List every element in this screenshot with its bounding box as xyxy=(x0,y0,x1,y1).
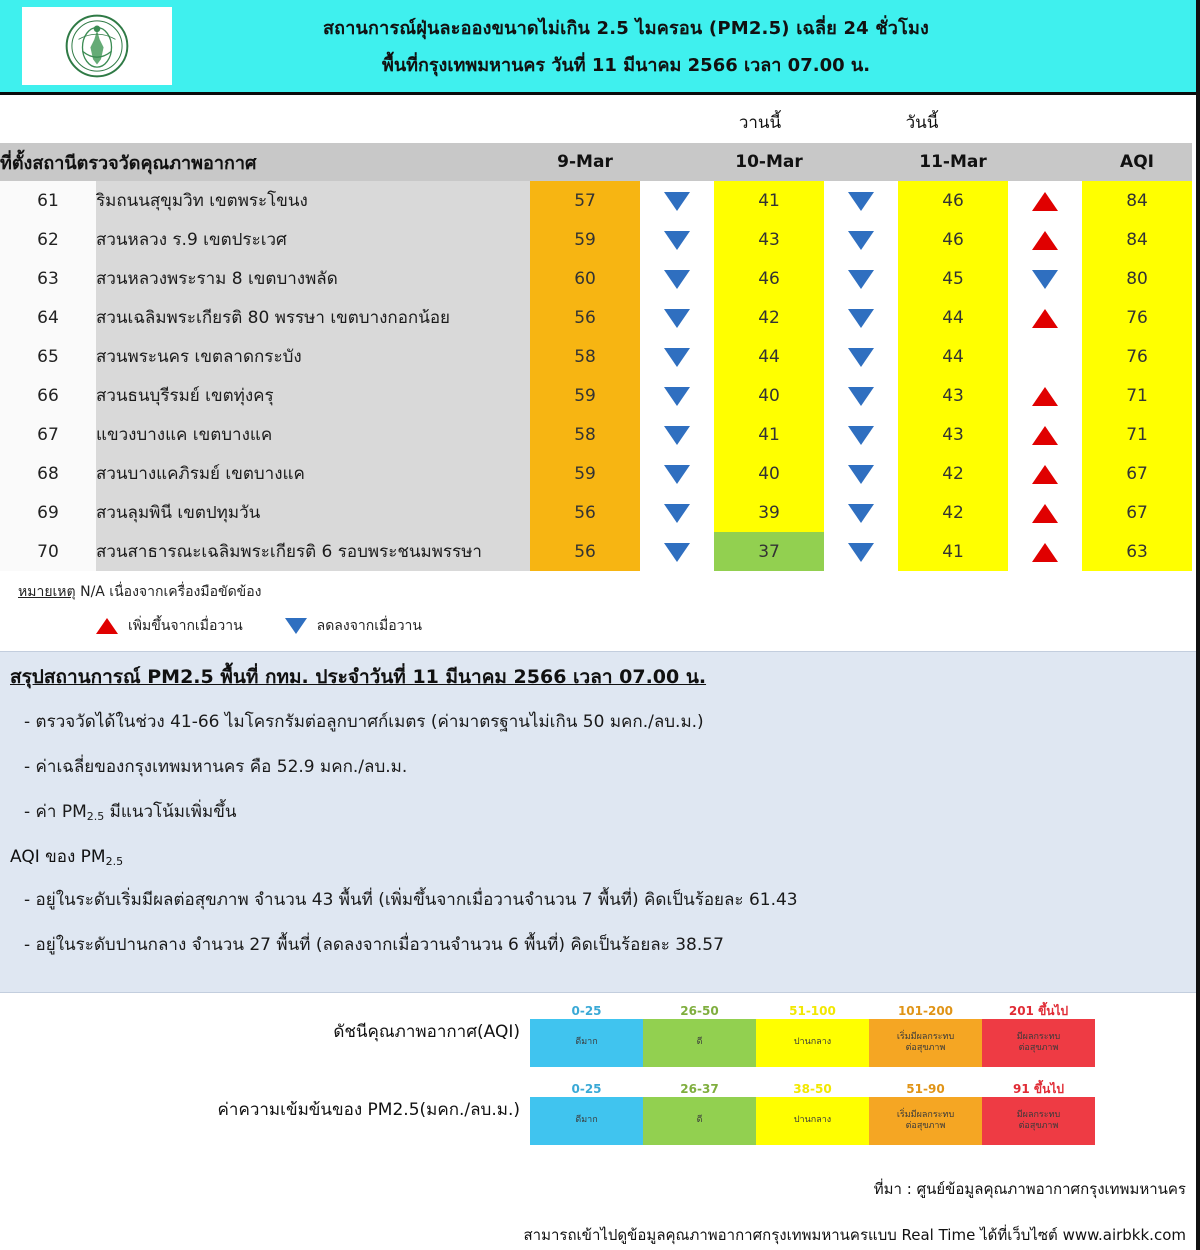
summary-item-trend xyxy=(24,798,1200,825)
row-number: 67 xyxy=(0,415,96,454)
band-text: มีผลกระทบ xyxy=(1016,1031,1061,1042)
band-text: ดีมาก xyxy=(575,1037,598,1048)
value-day3: 42 xyxy=(898,454,1008,493)
value-day1: 58 xyxy=(530,415,640,454)
scale-band xyxy=(530,1003,643,1067)
legend-up-label: เพิ่มขึ้นจากเมื่อวาน xyxy=(128,618,243,634)
band-box xyxy=(756,1097,869,1145)
row-number: 69 xyxy=(0,493,96,532)
down-arrow-icon xyxy=(664,309,690,328)
band-text: มีผลกระทบ xyxy=(1016,1109,1061,1120)
down-arrow-icon xyxy=(848,270,874,289)
scale-band xyxy=(756,1003,869,1067)
trend-day1 xyxy=(640,376,714,415)
table-row xyxy=(0,532,1192,571)
trend-day2 xyxy=(824,259,898,298)
value-day3: 43 xyxy=(898,415,1008,454)
trend-day1 xyxy=(640,220,714,259)
table-row xyxy=(0,454,1192,493)
up-arrow-icon xyxy=(96,618,118,634)
day-label-row xyxy=(0,95,1200,143)
note-text: N/A เนื่องจากเครื่องมือขัดข้อง xyxy=(80,584,262,600)
trend-day3 xyxy=(1008,220,1082,259)
down-arrow-icon xyxy=(848,192,874,211)
scale-band xyxy=(756,1081,869,1145)
scale-band xyxy=(530,1081,643,1145)
band-range: 0-25 xyxy=(571,1004,602,1018)
band-text: ดี xyxy=(696,1037,703,1048)
row-number: 70 xyxy=(0,532,96,571)
table-header xyxy=(0,143,1192,181)
value-day3: 41 xyxy=(898,532,1008,571)
table-row xyxy=(0,376,1192,415)
scale-band xyxy=(643,1081,756,1145)
down-arrow-icon xyxy=(848,387,874,406)
band-text: ต่อสุขภาพ xyxy=(905,1121,946,1131)
trend-day3 xyxy=(1008,454,1082,493)
trend-day3 xyxy=(1008,376,1082,415)
scale-band xyxy=(982,1003,1095,1067)
scale-row-pm25 xyxy=(0,1081,1200,1145)
band-range: 201 ขึ้นไป xyxy=(1008,1004,1069,1018)
page-title-line1: สถานการณ์ฝุ่นละอองขนาดไม่เกิน 2.5 ไมครอน (PM2.5) เฉลี่ย 24 ชั่วโมง xyxy=(322,18,930,39)
band-box xyxy=(530,1019,643,1067)
up-arrow-icon xyxy=(1032,231,1058,250)
down-arrow-icon xyxy=(664,348,690,367)
value-day1: 59 xyxy=(530,376,640,415)
value-day1: 59 xyxy=(530,220,640,259)
color-scale-section xyxy=(0,993,1200,1145)
band-box xyxy=(982,1097,1095,1145)
value-day1: 59 xyxy=(530,454,640,493)
column-header-day3: 11-Mar xyxy=(919,152,987,172)
value-aqi: 71 xyxy=(1082,415,1192,454)
down-arrow-icon xyxy=(848,231,874,250)
value-day2: 43 xyxy=(714,220,824,259)
trend-day1 xyxy=(640,532,714,571)
trend-day2 xyxy=(824,415,898,454)
value-day2: 40 xyxy=(714,376,824,415)
column-header-location: ที่ตั้งสถานีตรวจวัดคุณภาพอากาศ xyxy=(0,152,257,174)
column-header-spacer-1 xyxy=(640,143,714,181)
down-arrow-icon xyxy=(848,504,874,523)
row-number: 66 xyxy=(0,376,96,415)
band-range: 26-37 xyxy=(680,1082,719,1096)
trend-day3 xyxy=(1008,259,1082,298)
table-row xyxy=(0,493,1192,532)
table-row xyxy=(0,298,1192,337)
summary-aqi-heading xyxy=(10,843,1200,870)
band-range: 51-100 xyxy=(789,1004,836,1018)
row-number: 68 xyxy=(0,454,96,493)
row-number: 65 xyxy=(0,337,96,376)
column-header-day2: 10-Mar xyxy=(735,152,803,172)
down-arrow-icon xyxy=(285,618,307,634)
table-body xyxy=(0,181,1192,571)
band-text: ต่อสุขภาพ xyxy=(1018,1043,1059,1053)
station-name: สวนสาธารณะเฉลิมพระเกียรติ 6 รอบพระชนมพรรษา xyxy=(96,532,530,571)
table-row xyxy=(0,415,1192,454)
down-arrow-icon xyxy=(848,348,874,367)
row-number: 63 xyxy=(0,259,96,298)
trend-suffix: มีแนวโน้มเพิ่มขึ้น xyxy=(104,802,237,822)
band-box xyxy=(530,1097,643,1145)
measurement-table xyxy=(0,143,1192,571)
value-day3: 46 xyxy=(898,220,1008,259)
footer-realtime: สามารถเข้าไปดูข้อมูลคุณภาพอากาศกรุงเทพมหานครแบบ Real Time ได้ที่เว็บไซต์ www.airbkk.com xyxy=(523,1226,1186,1244)
station-name: สวนธนบุรีรมย์ เขตทุ่งครุ xyxy=(96,376,530,415)
summary-item-average: - ค่าเฉลี่ยของกรุงเทพมหานคร คือ 52.9 มคก./ลบ.ม. xyxy=(24,757,408,777)
note-label: หมายเหตุ xyxy=(18,584,76,600)
value-day2: 42 xyxy=(714,298,824,337)
up-arrow-icon xyxy=(1032,543,1058,562)
trend-day3 xyxy=(1008,181,1082,220)
value-day2: 41 xyxy=(714,415,824,454)
table-row xyxy=(0,337,1192,376)
scale-band xyxy=(982,1081,1095,1145)
column-header-day1: 9-Mar xyxy=(557,152,613,172)
band-box xyxy=(643,1097,756,1145)
down-arrow-icon xyxy=(664,387,690,406)
station-name: สวนเฉลิมพระเกียรติ 80 พรรษา เขตบางกอกน้อย xyxy=(96,298,530,337)
up-arrow-icon xyxy=(1032,426,1058,445)
station-name: สวนหลวงพระราม 8 เขตบางพลัด xyxy=(96,259,530,298)
right-edge-border xyxy=(1196,0,1200,1250)
down-arrow-icon xyxy=(848,426,874,445)
label-today: วันนี้ xyxy=(905,113,939,133)
trend-day3 xyxy=(1008,493,1082,532)
band-text: ต่อสุขภาพ xyxy=(1018,1121,1059,1131)
down-arrow-icon xyxy=(664,192,690,211)
down-arrow-icon xyxy=(848,465,874,484)
band-text: เริ่มมีผลกระทบ xyxy=(896,1031,955,1042)
band-range: 38-50 xyxy=(793,1082,832,1096)
band-text: ปานกลาง xyxy=(793,1037,832,1048)
station-name: สวนบางแคภิรมย์ เขตบางแค xyxy=(96,454,530,493)
scale-row-aqi xyxy=(0,1003,1200,1067)
trend-day2 xyxy=(824,532,898,571)
table-row xyxy=(0,220,1192,259)
value-aqi: 84 xyxy=(1082,220,1192,259)
report-header xyxy=(0,0,1200,95)
trend-day1 xyxy=(640,337,714,376)
trend-day2 xyxy=(824,337,898,376)
value-day3: 45 xyxy=(898,259,1008,298)
down-arrow-icon xyxy=(664,426,690,445)
trend-subscript: 2.5 xyxy=(86,810,105,823)
value-aqi: 80 xyxy=(1082,259,1192,298)
summary-item-moderate: - อยู่ในระดับปานกลาง จำนวน 27 พื้นที่ (ลดลงจากเมื่อวานจำนวน 6 พื้นที่) คิดเป็นร้อยละ 38.57 xyxy=(24,935,724,955)
band-text: ดี xyxy=(696,1115,703,1126)
value-day3: 44 xyxy=(898,337,1008,376)
band-text: ปานกลาง xyxy=(793,1115,832,1126)
down-arrow-icon xyxy=(664,543,690,562)
table-row xyxy=(0,181,1192,220)
band-box xyxy=(756,1019,869,1067)
down-arrow-icon xyxy=(848,309,874,328)
page-title-line2: พื้นที่กรุงเทพมหานคร วันที่ 11 มีนาคม 2566 เวลา 07.00 น. xyxy=(381,55,871,76)
band-text: เริ่มมีผลกระทบ xyxy=(896,1109,955,1120)
column-header-spacer-2 xyxy=(824,143,898,181)
scale-band xyxy=(869,1081,982,1145)
station-name: แขวงบางแค เขตบางแค xyxy=(96,415,530,454)
trend-day1 xyxy=(640,454,714,493)
scale-band xyxy=(643,1003,756,1067)
summary-section xyxy=(0,651,1200,993)
scale-bars xyxy=(530,1081,1095,1145)
footer-source: ที่มา : ศูนย์ข้อมูลคุณภาพอากาศกรุงเทพมหานคร xyxy=(873,1180,1186,1198)
station-name: สวนพระนคร เขตลาดกระบัง xyxy=(96,337,530,376)
value-day1: 58 xyxy=(530,337,640,376)
value-day3: 44 xyxy=(898,298,1008,337)
up-arrow-icon xyxy=(1032,387,1058,406)
notes-section xyxy=(0,571,1200,637)
value-day1: 56 xyxy=(530,493,640,532)
value-aqi: 67 xyxy=(1082,493,1192,532)
header-title-group xyxy=(172,13,1200,79)
value-day2: 46 xyxy=(714,259,824,298)
down-arrow-icon xyxy=(664,270,690,289)
value-day2: 44 xyxy=(714,337,824,376)
value-aqi: 67 xyxy=(1082,454,1192,493)
value-day1: 56 xyxy=(530,532,640,571)
value-day3: 42 xyxy=(898,493,1008,532)
value-day3: 46 xyxy=(898,181,1008,220)
band-range: 51-90 xyxy=(906,1082,945,1096)
station-name: สวนหลวง ร.9 เขตประเวศ xyxy=(96,220,530,259)
value-aqi: 71 xyxy=(1082,376,1192,415)
aqi-heading-prefix: AQI ของ PM xyxy=(10,847,106,867)
summary-item-range: - ตรวจวัดได้ในช่วง 41-66 ไมโครกรัมต่อลูกบาศก์เมตร (ค่ามาตรฐานไม่เกิน 50 มคก./ลบ.ม.) xyxy=(24,712,704,732)
up-arrow-icon xyxy=(1032,504,1058,523)
down-arrow-icon xyxy=(664,504,690,523)
trend-day2 xyxy=(824,376,898,415)
trend-day3 xyxy=(1008,298,1082,337)
down-arrow-icon xyxy=(664,465,690,484)
band-text: ดีมาก xyxy=(575,1115,598,1126)
up-arrow-icon xyxy=(1032,192,1058,211)
column-header-spacer-3 xyxy=(1008,143,1082,181)
value-day1: 60 xyxy=(530,259,640,298)
row-number: 61 xyxy=(0,181,96,220)
row-number: 62 xyxy=(0,220,96,259)
value-day3: 43 xyxy=(898,376,1008,415)
trend-day2 xyxy=(824,493,898,532)
summary-item-unhealthy: - อยู่ในระดับเริ่มมีผลต่อสุขภาพ จำนวน 43 พื้นที่ (เพิ่มขึ้นจากเมื่อวานจำนวน 7 พื้นที่) คิดเป็นร้อยละ 61.43 xyxy=(24,890,798,910)
scale-label: ดัชนีคุณภาพอากาศ(AQI) xyxy=(333,1022,520,1042)
band-box xyxy=(869,1019,982,1067)
value-day1: 57 xyxy=(530,181,640,220)
trend-day2 xyxy=(824,181,898,220)
band-range: 0-25 xyxy=(571,1082,602,1096)
trend-day1 xyxy=(640,415,714,454)
band-box xyxy=(982,1019,1095,1067)
trend-day1 xyxy=(640,181,714,220)
station-name: สวนลุมพินี เขตปทุมวัน xyxy=(96,493,530,532)
legend-down-label: ลดลงจากเมื่อวาน xyxy=(316,618,422,634)
up-arrow-icon xyxy=(1032,465,1058,484)
trend-day2 xyxy=(824,220,898,259)
station-name: ริมถนนสุขุมวิท เขตพระโขนง xyxy=(96,181,530,220)
value-aqi: 63 xyxy=(1082,532,1192,571)
trend-day2 xyxy=(824,298,898,337)
scale-bars xyxy=(530,1003,1095,1067)
summary-title: สรุปสถานการณ์ PM2.5 พื้นที่ กทม. ประจำวันที่ 11 มีนาคม 2566 เวลา 07.00 น. xyxy=(10,666,707,688)
value-day2: 41 xyxy=(714,181,824,220)
value-aqi: 76 xyxy=(1082,337,1192,376)
band-range: 101-200 xyxy=(897,1004,954,1018)
band-text: ต่อสุขภาพ xyxy=(905,1043,946,1053)
value-day2: 40 xyxy=(714,454,824,493)
arrow-legend xyxy=(96,615,1200,637)
up-arrow-icon xyxy=(1032,309,1058,328)
trend-prefix: - ค่า PM xyxy=(24,802,87,822)
band-range: 91 ขึ้นไป xyxy=(1013,1082,1064,1096)
note-line xyxy=(18,581,1200,603)
trend-day3 xyxy=(1008,415,1082,454)
value-aqi: 84 xyxy=(1082,181,1192,220)
aqi-heading-subscript: 2.5 xyxy=(105,855,124,868)
value-day2: 37 xyxy=(714,532,824,571)
table-row xyxy=(0,259,1192,298)
trend-day2 xyxy=(824,454,898,493)
scale-label: ค่าความเข้มข้นของ PM2.5(มคก./ลบ.ม.) xyxy=(217,1100,520,1120)
row-number: 64 xyxy=(0,298,96,337)
trend-day3 xyxy=(1008,532,1082,571)
value-aqi: 76 xyxy=(1082,298,1192,337)
trend-day1 xyxy=(640,259,714,298)
band-range: 26-50 xyxy=(680,1004,719,1018)
trend-day1 xyxy=(640,493,714,532)
scale-band xyxy=(869,1003,982,1067)
down-arrow-icon xyxy=(1032,270,1058,289)
value-day1: 56 xyxy=(530,298,640,337)
bangkok-seal-icon xyxy=(64,13,130,79)
trend-day3-empty xyxy=(1008,337,1082,376)
column-header-aqi: AQI xyxy=(1120,152,1154,172)
down-arrow-icon xyxy=(664,231,690,250)
value-day2: 39 xyxy=(714,493,824,532)
band-box xyxy=(643,1019,756,1067)
logo-container xyxy=(22,7,172,85)
band-box xyxy=(869,1097,982,1145)
trend-day1 xyxy=(640,298,714,337)
label-yesterday: วานนี้ xyxy=(738,113,782,133)
report-footer xyxy=(0,1159,1200,1247)
down-arrow-icon xyxy=(848,543,874,562)
